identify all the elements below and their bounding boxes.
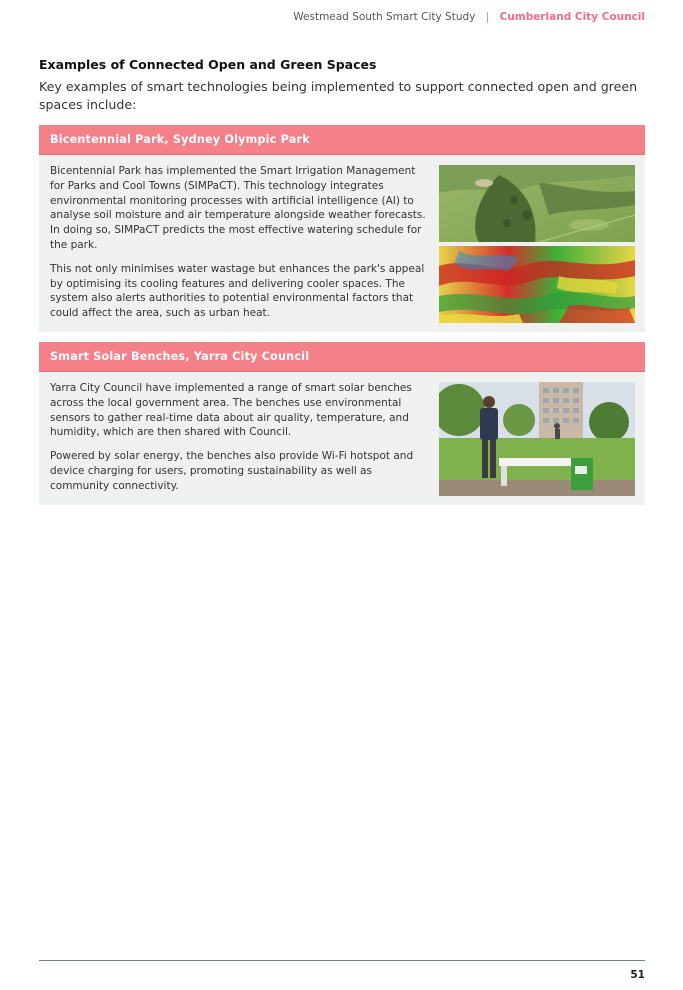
card-body [39, 372, 645, 505]
card-paragraph: This not only minimises water wastage but enhances the park's appeal by optimising its cooling features and delivering cooler spaces. The system also alerts authorities to potential environmental factors that could affect the area, such as urban heat. [50, 262, 425, 320]
page-number: 51 [630, 969, 645, 981]
running-header [293, 11, 645, 23]
card-body [39, 155, 645, 332]
park-heat-map-image [439, 246, 635, 323]
footer-rule [39, 960, 645, 961]
case-study-card-bicentennial-park [39, 125, 645, 332]
solar-bench-photo [439, 382, 635, 496]
council-name: Cumberland City Council [499, 11, 645, 23]
card-text [50, 381, 428, 503]
section-title: Examples of Connected Open and Green Spaces [39, 57, 377, 72]
section-intro: Key examples of smart technologies being implemented to support connected open and green spaces include: [39, 79, 638, 112]
park-aerial-photo [439, 165, 635, 242]
card-title: Bicentennial Park, Sydney Olympic Park [39, 125, 645, 155]
header-separator: | [485, 11, 490, 23]
card-paragraph: Powered by solar energy, the benches also provide Wi-Fi hotspot and device charging for users, promoting sustainability as well as community connectivity. [50, 450, 414, 492]
study-title: Westmead South Smart City Study [293, 11, 476, 23]
card-paragraph: Yarra City Council have implemented a range of smart solar benches across the local government area. The benches use environmental sensors to gather real-time data about air quality, temperature, and humidity, which are then shared with Council. [50, 382, 412, 439]
card-text [50, 164, 428, 330]
card-paragraph: Bicentennial Park has implemented the Smart Irrigation Management for Parks and Cool Towns (SIMPaCT). This technology integrates environmental monitoring processes with artificial intelligence (AI) to analyse soil moisture and air temperature alongside weather forecasts. In doing so, SIMPaCT predicts the most effective watering schedule for the park. [50, 165, 426, 251]
case-study-card-solar-benches [39, 342, 645, 505]
card-title: Smart Solar Benches, Yarra City Council [39, 342, 645, 372]
